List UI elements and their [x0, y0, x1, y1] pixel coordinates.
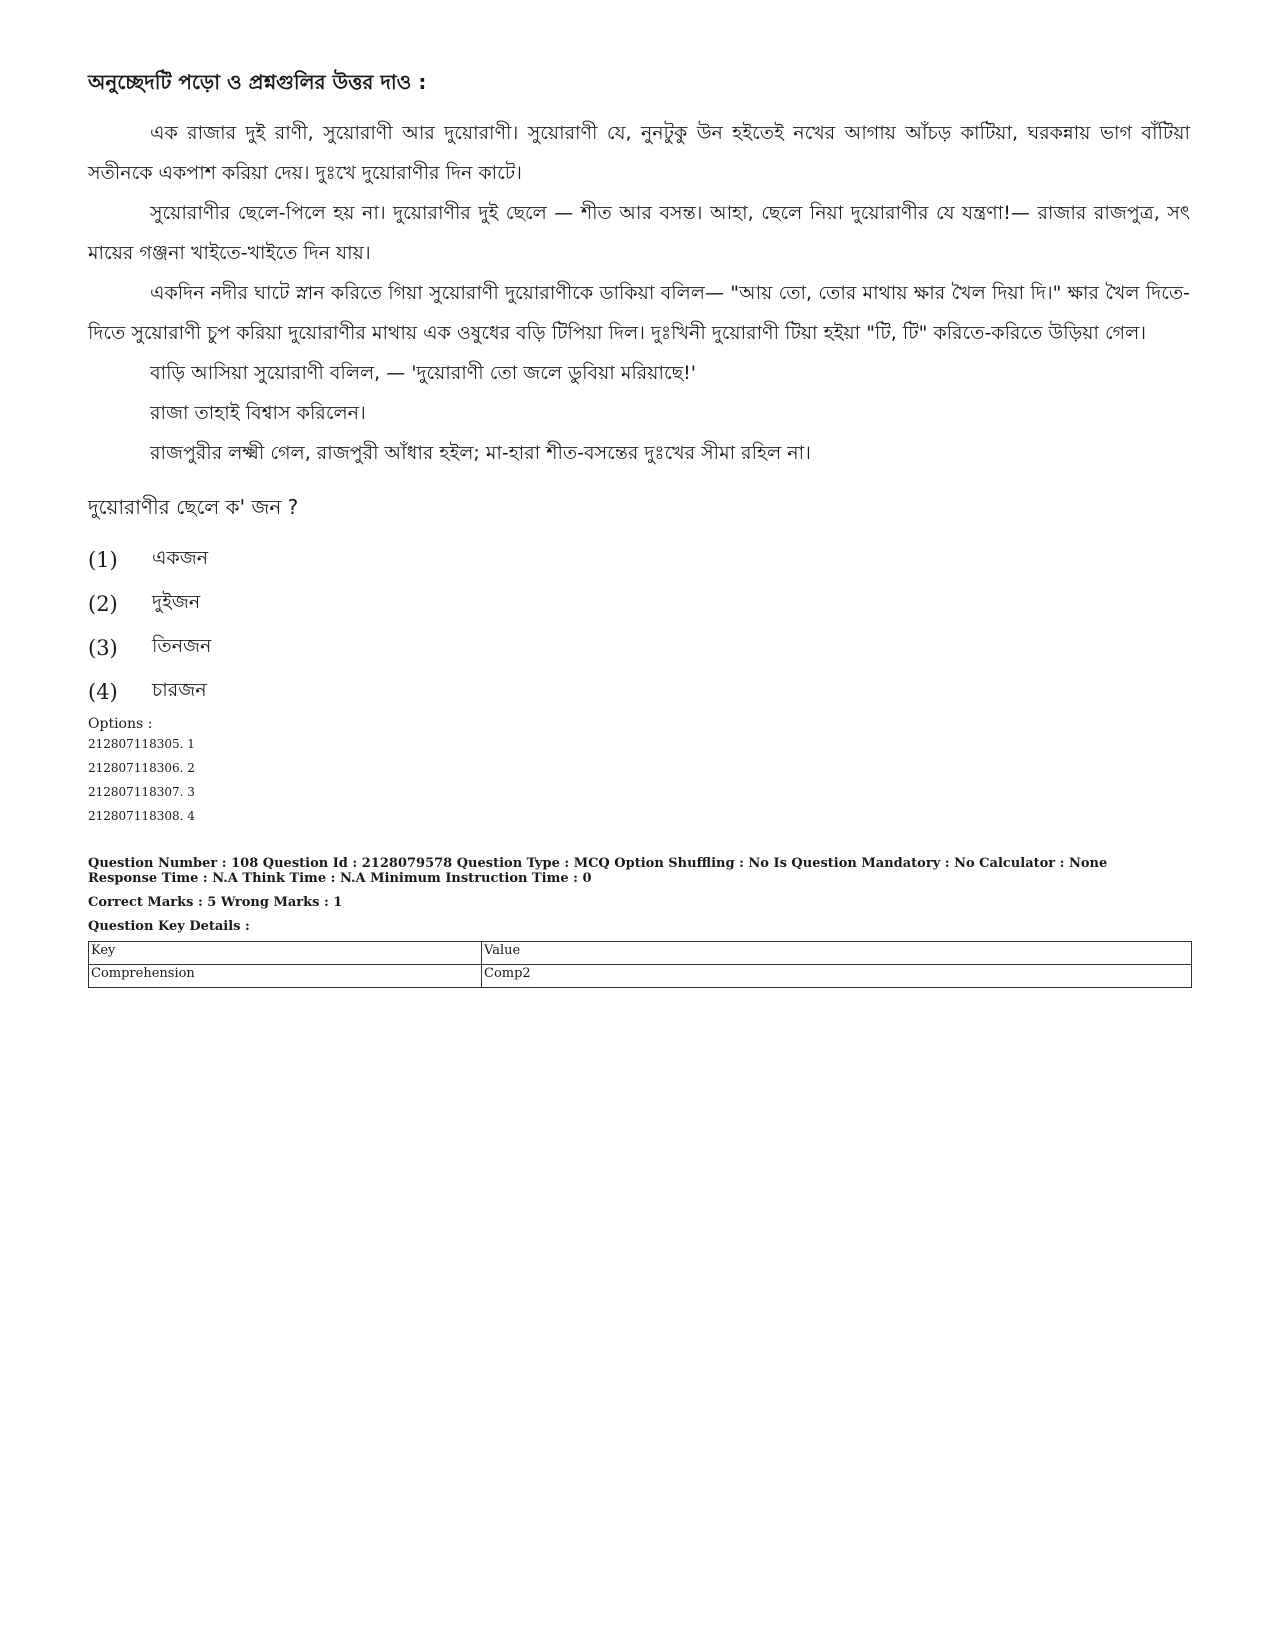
key-details-label: Question Key Details :	[88, 919, 250, 934]
passage-paragraph: একদিন নদীর ঘাটে স্নান করিতে গিয়া সুয়োরাণী দুয়োরাণীকে ডাকিয়া বলিল— "আয় তো, তোর মাথায় ক্ষার খৈল দিয়া দি।" ক্ষার খৈল দিতে-দিতে সুয়োরাণী চুপ করিয়া দুয়োরাণীর মাথায় এক ওষুধের বড়ি টিপিয়া দিল। দুঃখিনী দুয়োরাণী টিয়া হইয়া "টি, টি" করিতে-করিতে উড়িয়া গেল।	[88, 282, 1190, 344]
passage-paragraph: এক রাজার দুই রাণী, সুয়োরাণী আর দুয়োরাণী। সুয়োরাণী যে, নুনটুকু উন হইতেই নখের আগায় আঁচড় কাটিয়া, ঘরকন্নায় ভাগ বাঁটিয়া সতীনকে একপাশ করিয়া দেয়। দুঃখে দুয়োরাণীর দিন কাটে।	[88, 122, 1190, 184]
passage-paragraph: রাজা তাহাই বিশ্বাস করিলেন।	[150, 402, 366, 424]
option-item	[88, 626, 1190, 670]
option-id-list	[88, 732, 1190, 828]
table-header-cell: Key	[89, 942, 482, 965]
marks-line: Correct Marks : 5 Wrong Marks : 1	[88, 895, 343, 910]
option-label: একজন	[152, 547, 209, 569]
option-id: 212807118305. 1	[88, 737, 195, 751]
instruction-heading: অনুচ্ছেদটি পড়ো ও প্রশ্নগুলির উত্তর দাও :	[88, 70, 427, 94]
table-cell: Comp2	[482, 965, 1192, 988]
table-header-cell: Value	[482, 942, 1192, 965]
question-metadata	[88, 856, 1190, 934]
option-number: (4)	[88, 680, 118, 704]
option-label: তিনজন	[152, 635, 212, 657]
passage-paragraph: বাড়ি আসিয়া সুয়োরাণী বলিল, — 'দুয়োরাণী তো জলে ডুবিয়া মরিয়াছে!'	[150, 362, 696, 384]
passage-paragraph: রাজপুরীর লক্ষ্মী গেল, রাজপুরী আঁধার হইল; মা-হারা শীত-বসন্তের দুঃখের সীমা রহিল না।	[150, 442, 811, 464]
option-item	[88, 670, 1190, 714]
option-label: দুইজন	[152, 591, 201, 613]
question-text: দুয়োরাণীর ছেলে ক' জন ?	[88, 495, 299, 519]
option-label: চারজন	[152, 679, 207, 701]
option-id: 212807118306. 2	[88, 761, 195, 775]
option-number: (1)	[88, 548, 118, 572]
option-item	[88, 538, 1190, 582]
key-details-table	[88, 941, 1192, 988]
option-id: 212807118308. 4	[88, 809, 195, 823]
question-meta-line: Question Number : 108 Question Id : 2128079578 Question Type : MCQ Option Shuffling : No Is Question Mandatory : No Calculator : None	[88, 856, 1108, 871]
option-number: (3)	[88, 636, 118, 660]
question-meta-line: Response Time : N.A Think Time : N.A Minimum Instruction Time : 0	[88, 871, 592, 886]
passage-paragraph: সুয়োরাণীর ছেলে-পিলে হয় না। দুয়োরাণীর দুই ছেলে — শীত আর বসন্ত। আহা, ছেলে নিয়া দুয়োরাণীর যে যন্ত্রণা!— রাজার রাজপুত্র, সৎ মায়ের গঞ্জনা খাইতে-খাইতে দিন যায়।	[88, 202, 1190, 264]
option-number: (2)	[88, 592, 118, 616]
answer-options	[88, 538, 1190, 714]
comprehension-passage	[88, 113, 1190, 473]
option-item	[88, 582, 1190, 626]
options-heading: Options :	[88, 716, 153, 732]
question-page	[88, 68, 1190, 988]
option-id: 212807118307. 3	[88, 785, 195, 799]
table-header-row	[89, 942, 1192, 965]
table-row	[89, 965, 1192, 988]
table-cell: Comprehension	[89, 965, 482, 988]
